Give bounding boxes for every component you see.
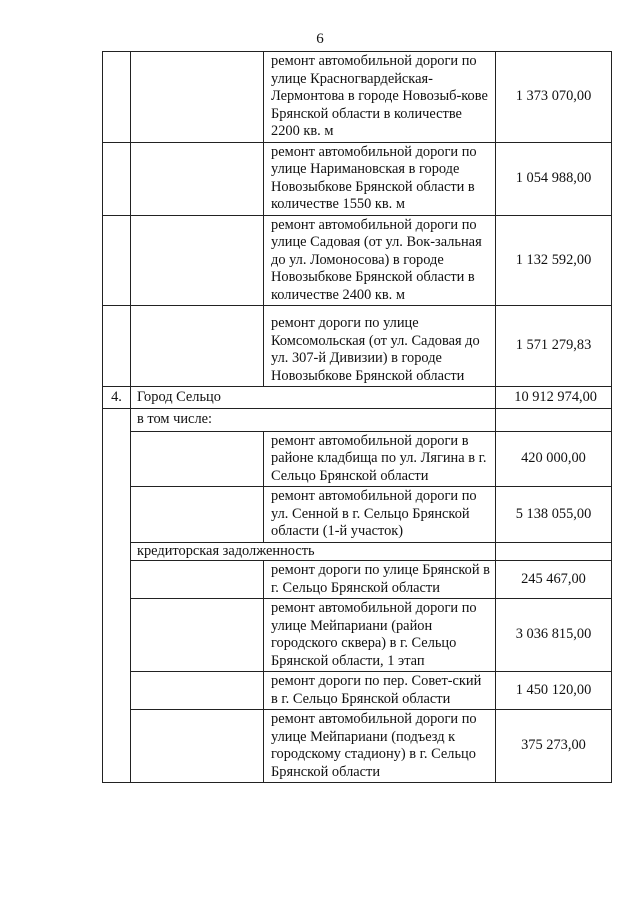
number-cell xyxy=(103,409,131,783)
number-cell xyxy=(103,52,131,143)
amount-cell: 420 000,00 xyxy=(496,431,612,487)
work-description: ремонт автомобильной дороги по улице Мейпариани (подъезд к городскому стадиону) в г. Сельцо Брянской области xyxy=(264,710,496,783)
work-description: ремонт дороги по улице Комсомольская (от ул. Садовая до ул. 307-й Дивизии) в городе Новозыбкове Брянской области xyxy=(264,306,496,387)
amount-cell: 3 036 815,00 xyxy=(496,599,612,672)
section-number: 4. xyxy=(103,387,131,409)
organization-cell xyxy=(131,561,264,599)
section-total: 10 912 974,00 xyxy=(496,387,612,409)
organization-cell xyxy=(131,710,264,783)
table-row xyxy=(103,599,612,672)
table-row xyxy=(103,431,612,487)
work-description: ремонт автомобильной дороги по улице Красногвардейская-Лермонтова в городе Новозыб-кове Брянской области в количестве 2200 кв. м xyxy=(264,52,496,143)
table-row xyxy=(103,215,612,306)
organization-cell xyxy=(131,215,264,306)
work-description: ремонт автомобильной дороги в районе кладбища по ул. Лягина в г. Сельцо Брянской области xyxy=(264,431,496,487)
work-description: ремонт автомобильной дороги по улице Мейпариани (район городского сквера) в г. Сельцо Брянской области, 1 этап xyxy=(264,599,496,672)
amount-cell: 1 450 120,00 xyxy=(496,672,612,710)
number-cell xyxy=(103,306,131,387)
section-name: Город Сельцо xyxy=(131,387,496,409)
organization-cell xyxy=(131,672,264,710)
road-repair-table xyxy=(102,51,612,783)
amount-cell: 1 054 988,00 xyxy=(496,142,612,215)
amount-cell xyxy=(496,542,612,561)
amount-cell: 245 467,00 xyxy=(496,561,612,599)
table-row xyxy=(103,561,612,599)
number-cell xyxy=(103,215,131,306)
subsection-label: в том числе: xyxy=(131,409,496,432)
work-description: ремонт автомобильной дороги по улице Садовая (от ул. Вок-зальная до ул. Ломоносова) в городе Новозыбкове Брянской области в количестве 2400 кв. м xyxy=(264,215,496,306)
amount-cell: 375 273,00 xyxy=(496,710,612,783)
amount-cell: 5 138 055,00 xyxy=(496,487,612,543)
work-description: ремонт дороги по пер. Совет-ский в г. Сельцо Брянской области xyxy=(264,672,496,710)
subsection-label: кредиторская задолженность xyxy=(131,542,496,561)
table-row xyxy=(103,52,612,143)
organization-cell xyxy=(131,306,264,387)
work-description: ремонт дороги по улице Брянской в г. Сельцо Брянской области xyxy=(264,561,496,599)
organization-cell xyxy=(131,599,264,672)
subsection-row xyxy=(103,409,612,432)
amount-cell: 1 571 279,83 xyxy=(496,306,612,387)
number-cell xyxy=(103,142,131,215)
work-description: ремонт автомобильной дороги по улице Наримановская в городе Новозыбкове Брянской области в количестве 1550 кв. м xyxy=(264,142,496,215)
page-number: 6 xyxy=(316,31,324,47)
table-row xyxy=(103,672,612,710)
table-row xyxy=(103,710,612,783)
organization-cell xyxy=(131,52,264,143)
organization-cell xyxy=(131,142,264,215)
organization-cell xyxy=(131,431,264,487)
table-row xyxy=(103,306,612,387)
table-row xyxy=(103,487,612,543)
section-row xyxy=(103,387,612,409)
work-description: ремонт автомобильной дороги по ул. Сенной в г. Сельцо Брянской области (1-й участок) xyxy=(264,487,496,543)
subsection-row xyxy=(103,542,612,561)
amount-cell: 1 373 070,00 xyxy=(496,52,612,143)
amount-cell xyxy=(496,409,612,432)
organization-cell xyxy=(131,487,264,543)
amount-cell: 1 132 592,00 xyxy=(496,215,612,306)
table-row xyxy=(103,142,612,215)
